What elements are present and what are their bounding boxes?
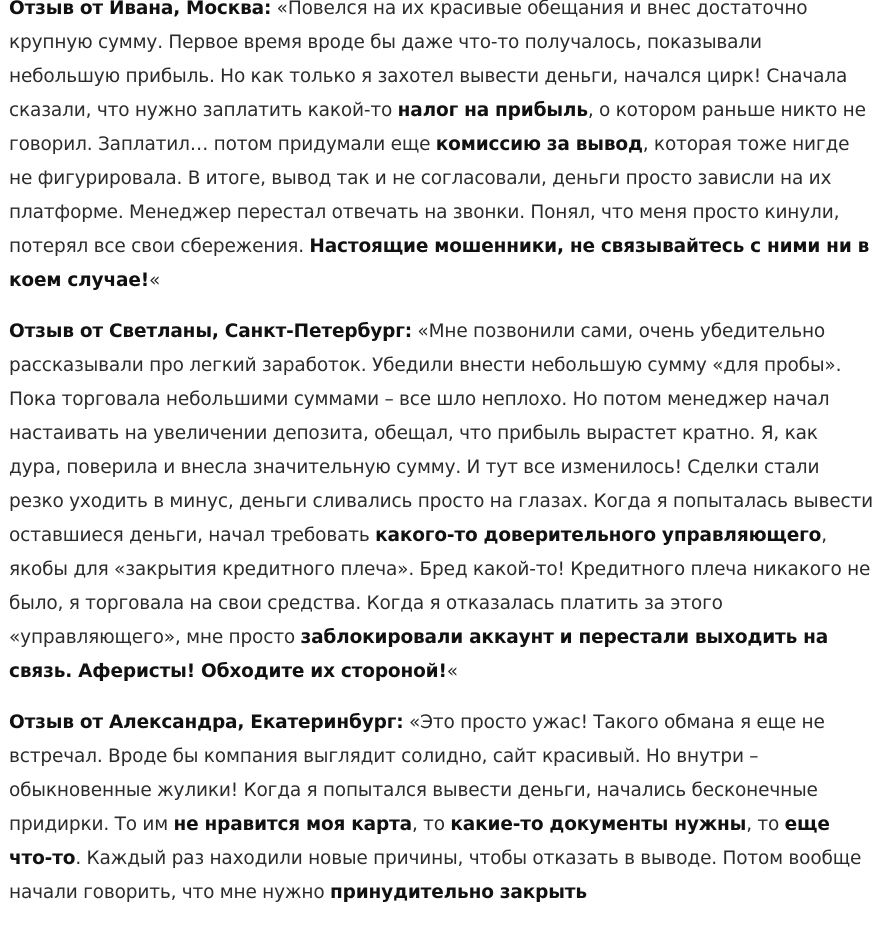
review-emphasis: какого-то доверительного управляющего — [375, 525, 822, 546]
review-text: « — [446, 661, 458, 682]
review-ivan — [9, 0, 875, 298]
review-svetlana — [9, 315, 875, 689]
review-text: , о котором раньше никто не говорил. Заплатил… потом придумали еще — [9, 100, 866, 155]
review-emphasis: не нравится моя карта — [173, 814, 412, 835]
review-author: Отзыв от Светланы, Санкт-Петербург: — [9, 321, 412, 342]
review-emphasis: заблокировали аккаунт и перестали выходить на связь. Аферисты! Обходите их стороной! — [9, 627, 829, 682]
reviews-article — [9, 0, 875, 927]
review-emphasis: еще что-то — [9, 814, 830, 869]
review-emphasis: Настоящие мошенники, не связывайтесь с ними ни в коем случае! — [9, 236, 870, 291]
review-author: Отзыв от Александра, Екатеринбург: — [9, 712, 404, 733]
review-text: «Повелся на их красивые обещания и внес достаточно крупную сумму. Первое время вроде бы даже что-то получалось, показывали небольшую прибыль. Но как только я захотел вывести деньги, начался цирк! Сначала сказали, что нужно заплатить какой-то — [9, 0, 848, 121]
review-text: , якобы для «закрытия кредитного плеча». Бред какой-то! Кредитного плеча никакого не было, я торговала на свои средства. Когда я отказалась платить за этого «управляющего», мне просто — [9, 525, 871, 648]
review-text: , то — [746, 814, 785, 835]
review-text: «Мне позвонили сами, очень убедительно рассказывали про легкий заработок. Убедили внести небольшую сумму «для пробы». Пока торговала небольшими суммами – все шло неплохо. Но потом менеджер начал настаивать на увеличении депозита, обещал, что прибыль вырастет кратно. Я, как дура, поверила и внесла значительную сумму. И тут все изменилось! Сделки стали резко уходить в минус, деньги сливались просто на глазах. Когда я попыталась вывести оставшиеся деньги, начал требовать — [9, 321, 874, 546]
review-emphasis: принудительно закрыть — [329, 882, 587, 903]
review-emphasis: налог на прибыль — [397, 100, 588, 121]
review-text: , то — [412, 814, 451, 835]
review-text: « — [149, 270, 161, 291]
review-author: Отзыв от Ивана, Москва: — [9, 0, 272, 19]
review-emphasis: комиссию за вывод — [435, 134, 643, 155]
review-emphasis: какие-то документы нужны — [450, 814, 747, 835]
review-text: , которая тоже нигде не фигурировала. В итоге, вывод так и не согласовали, деньги просто зависли на их платформе. Менеджер перестал отвечать на звонки. Понял, что меня просто кинули, потерял все свои сбережения. — [9, 134, 850, 257]
review-text: . Каждый раз находили новые причины, чтобы отказать в выводе. Потом вообще начали говорить, что мне нужно — [9, 848, 862, 903]
review-alexander — [9, 706, 875, 910]
review-text: «Это просто ужас! Такого обмана я еще не встречал. Вроде бы компания выглядит солидно, сайт красивый. Но внутри – обыкновенные жулики! Когда я попытался вывести деньги, начались бесконечные придирки. То им — [9, 712, 825, 835]
